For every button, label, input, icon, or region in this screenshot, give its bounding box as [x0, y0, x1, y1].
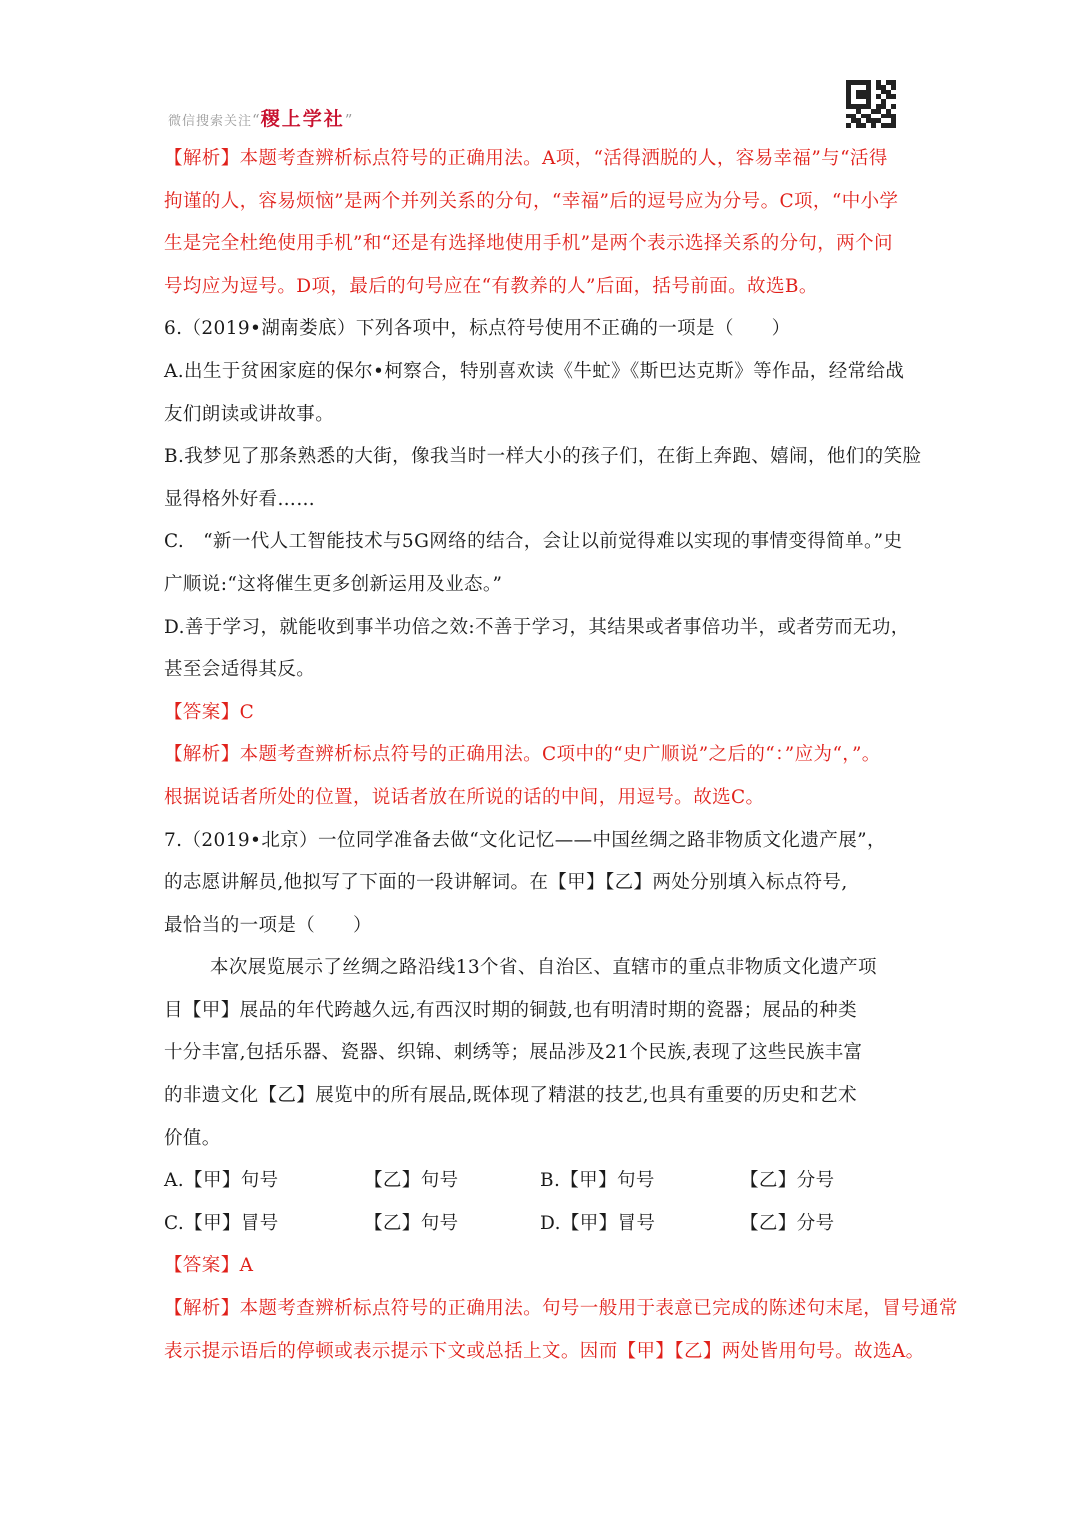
answer-line: 【答案】C: [164, 701, 255, 723]
question-stem: 7.（2019•北京）一位同学准备去做“文化记忆——中国丝绸之路非物质文化遗产展”，: [164, 829, 886, 851]
option-a-yi: 【乙】句号: [364, 1170, 459, 1192]
qr-module: [891, 123, 896, 128]
option-c-yi: 【乙】句号: [364, 1212, 459, 1234]
option-line: C. “新一代人工智能技术与5G网络的结合，会让以前觉得难以实现的事情变得简单。”史: [164, 531, 903, 553]
header-close-quote: ”: [344, 111, 354, 129]
analysis-line: 【解析】本题考查辨析标点符号的正确用法。句号一般用于表意已完成的陈述句末尾，冒号通常: [164, 1298, 958, 1320]
option-c-jia: C.【甲】冒号: [164, 1212, 279, 1234]
analysis-line: 生是完全杜绝使用手机”和“还是有选择地使用手机”是两个表示选择关系的分句，两个问: [164, 233, 893, 255]
analysis-line: 【解析】本题考查辨析标点符号的正确用法。C项中的“史广顺说”之后的“：”应为“，”。: [164, 744, 881, 766]
question-stem: 的志愿讲解员,他拟写了下面的一段讲解词。在【甲】【乙】两处分别填入标点符号,: [164, 872, 848, 894]
option-line: B.我梦见了那条熟悉的大街，像我当时一样大小的孩子们，在街上奔跑、嬉闹，他们的笑脸: [164, 446, 922, 468]
passage-line: 本次展览展示了丝绸之路沿线13个省、自治区、直辖市的重点非物质文化遗产项: [210, 957, 877, 979]
option-line: 显得格外好看……: [164, 488, 316, 510]
passage-line: 十分丰富,包括乐器、瓷器、织锦、刺绣等；展品涉及21个民族,表现了这些民族丰富: [164, 1042, 863, 1064]
passage-line: 的非遗文化【乙】展览中的所有展品,既体现了精湛的技艺,也具有重要的历史和艺术: [164, 1085, 857, 1107]
question-stem: 6.（2019•湖南娄底）下列各项中，标点符号使用不正确的一项是（ ）: [164, 318, 791, 340]
page-header: [168, 104, 353, 131]
question-7: [164, 820, 958, 1374]
header-prefix: 微信搜索关注: [168, 114, 253, 129]
analysis-line: 表示提示语后的停顿或表示提示下文或总括上文。因而【甲】【乙】两处皆用句号。故选A。: [164, 1340, 925, 1362]
question-stem: 最恰当的一项是（ ）: [164, 914, 372, 936]
option-d-jia: D.【甲】冒号: [540, 1212, 656, 1234]
qr-code-icon: [846, 80, 896, 128]
options-row: [164, 1160, 924, 1203]
passage-line: 目【甲】展品的年代跨越久远,有西汉时期的铜鼓,也有明清时期的瓷器；展品的种类: [164, 999, 857, 1021]
document-content: [164, 138, 958, 1373]
option-line: A.出生于贫困家庭的保尔•柯察合，特别喜欢读《牛虻》《斯巴达克斯》等作品，经常给战: [164, 360, 905, 382]
question-6: [164, 308, 924, 819]
header-open-quote: “: [252, 111, 261, 129]
option-line: 友们朗读或讲故事。: [164, 403, 335, 425]
analysis-line: 拘谨的人，容易烦恼”是两个并列关系的分句，“幸福”后的逗号应为分号。C项，“中小学: [164, 190, 899, 212]
answer-line: 【答案】A: [164, 1255, 254, 1277]
analysis-line: 【解析】本题考查辨析标点符号的正确用法。A项，“活得洒脱的人，容易幸福”与“活得: [164, 148, 888, 169]
option-line: 甚至会适得其反。: [164, 659, 316, 681]
option-line: 广顺说:“这将催生更多创新运用及业态。”: [164, 573, 503, 595]
option-b-yi: 【乙】分号: [740, 1170, 835, 1192]
analysis-line: 根据说话者所处的位置，说话者放在所说的话的中间，用逗号。故选C。: [164, 786, 765, 808]
option-b-jia: B.【甲】句号: [540, 1170, 655, 1192]
passage-line: 价值。: [164, 1127, 221, 1149]
q5-analysis: [164, 138, 924, 308]
option-line: D.善于学习，就能收到事半功倍之效:不善于学习，其结果或者事倍功半，或者劳而无功，: [164, 616, 910, 638]
option-a-jia: A.【甲】句号: [164, 1170, 279, 1192]
header-brand: 稷上学社: [260, 108, 345, 130]
options-row: [164, 1203, 924, 1246]
option-d-yi: 【乙】分号: [740, 1212, 835, 1234]
analysis-line: 号均应为逗号。D项，最后的句号应在“有教养的人”后面，括号前面。故选B。: [164, 275, 818, 297]
